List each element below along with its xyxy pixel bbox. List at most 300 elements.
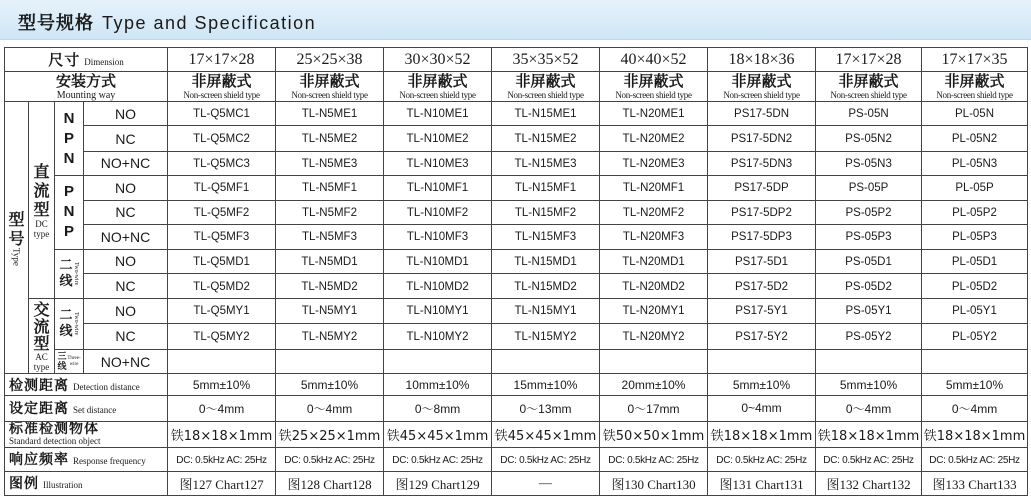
spec-value-cell [276,447,384,471]
model-cell [708,102,816,126]
model-number: TL-Q5MF1 [193,182,250,195]
type-label-en: Type [11,247,22,266]
spec-value-cell [922,396,1028,421]
model-number: TL-N5MD1 [301,255,358,268]
model-number: TL-N10MD2 [406,280,469,293]
model-cell [600,273,708,298]
spec-value-cell [492,396,600,421]
mounting-value-zh: 非屏蔽式 [731,72,792,91]
dc-type-header [29,102,55,299]
model-number: TL-N10MY2 [406,330,469,343]
spec-label-zh: 设定距离 [9,401,69,418]
model-cell [600,151,708,175]
spec-label-zh: 标准检测物体 [9,421,99,438]
model-cell [816,249,922,273]
model-number: PS17-5DN [734,108,789,121]
spec-value-cell [168,396,276,421]
model-number: TL-N5MF2 [302,206,357,219]
model-cell [384,273,492,298]
spec-value-cell [922,471,1028,495]
dimension-label-en: Dimension [84,57,124,68]
spec-value: DC: 0.5kHz AC: 25Hz [608,454,699,466]
pnp-label: PNP [63,183,75,241]
model-number: TL-N10MY1 [406,305,469,318]
type-header [5,102,29,374]
spec-label-en: Standard detection object [9,436,101,447]
spec-value-cell [922,421,1028,447]
dimension-label-zh: 尺寸 [48,51,81,70]
model-number: PL-05Y2 [952,330,997,343]
dimension-cell [384,48,492,72]
model-cell [708,323,816,349]
ac-three-wire-zh: 三线 [57,351,67,372]
dimension-cell [816,48,922,72]
model-number: TL-N20MY1 [622,305,685,318]
model-cell [922,349,1028,374]
spec-value-cell [600,374,708,396]
spec-value-cell [492,447,600,471]
mounting-value-zh: 非屏蔽式 [838,72,899,91]
mounting-cell [708,72,816,102]
model-number: PS-05D1 [845,255,892,268]
model-number: TL-N20MD2 [622,280,685,293]
model-cell [168,102,276,126]
ac-three-wire-header [55,349,84,374]
model-number: TL-N15MD1 [514,255,577,268]
model-number: PL-05N3 [951,157,998,170]
output-type: NO [115,105,136,122]
model-number: TL-N5MY1 [301,305,358,318]
spec-value: 铁18×18×1mm [923,428,1026,444]
model-cell [922,102,1028,126]
output-type-cell [84,151,168,175]
model-number: TL-N10MD1 [406,255,469,268]
spec-value: 0~4mm [741,401,782,416]
model-cell [600,323,708,349]
spec-value: DC: 0.5kHz AC: 25Hz [500,454,591,466]
spec-value: 10mm±10% [405,377,470,392]
dimension-value: 18×18×36 [728,50,795,68]
spec-value-cell [708,396,816,421]
dimension-value: 40×40×52 [620,50,687,68]
model-number: TL-N10MF2 [406,206,469,219]
model-number: PS17-5DP3 [731,231,792,244]
model-cell [708,126,816,151]
mounting-value-en: Non-screen shield type [183,90,260,101]
spec-label-zh: 响应频率 [9,452,69,469]
model-cell [276,323,384,349]
model-number: PS17-5Y1 [735,305,788,318]
spec-value-cell [922,374,1028,396]
spec-value: 0～4mm [845,401,892,416]
dimension-value: 35×35×52 [512,50,579,68]
spec-value-cell [600,396,708,421]
model-cell [168,249,276,273]
output-type-cell [84,102,168,126]
model-cell [816,175,922,200]
spec-value: 0～4mm [306,401,353,416]
spec-value: 铁45×45×1mm [494,428,597,444]
model-number: TL-N20MF3 [622,231,685,244]
model-number: PS17-5DN2 [730,133,793,146]
dc-label-en: DC type [33,218,50,239]
model-cell [816,224,922,249]
model-cell [492,126,600,151]
model-cell [384,126,492,151]
model-number: TL-Q5MD1 [193,255,250,268]
mounting-value-en: Non-screen shield type [291,90,368,101]
output-type-cell [84,200,168,224]
npn-label: NPN [63,109,75,167]
model-cell [922,175,1028,200]
spec-value: 图132 Chart132 [826,476,911,492]
mounting-cell [168,72,276,102]
npn-header [55,102,84,175]
dimension-value: 30×30×52 [404,50,471,68]
model-number: PS-05P [848,182,889,195]
model-number: PS17-5DN3 [730,157,793,170]
model-cell [276,151,384,175]
model-cell [922,299,1028,324]
spec-value-cell [708,471,816,495]
model-cell [168,273,276,298]
output-type-cell [84,126,168,151]
model-number: PS17-5D1 [734,255,789,268]
dimension-value: 25×25×38 [296,50,363,68]
dimension-value: 17×17×28 [188,50,255,68]
model-cell [600,126,708,151]
title-en: Type and Specification [102,13,317,33]
output-type-cell [84,349,168,374]
model-cell [816,151,922,175]
spec-value-cell [384,447,492,471]
model-cell [276,200,384,224]
output-type-cell [84,323,168,349]
model-cell [384,323,492,349]
model-cell [922,151,1028,175]
spec-value: 5mm±10% [732,377,791,392]
mounting-header [5,72,168,102]
dc-two-wire-zh: 二线 [59,258,73,289]
spec-label-en: Illustration [43,480,83,491]
model-number: TL-N20MF2 [622,206,685,219]
spec-value-cell [384,396,492,421]
spec-label-zh: 检测距离 [9,377,69,394]
model-cell [600,102,708,126]
ac-type-header [29,299,55,374]
page-title [18,9,316,35]
mounting-value-zh: 非屏蔽式 [515,72,576,91]
model-number: TL-N5MF1 [302,182,357,195]
model-cell [492,349,600,374]
ac-label-zh: 交流型 [33,299,50,353]
spec-value: — [539,475,553,491]
model-cell [708,273,816,298]
model-number: TL-N15MY2 [514,330,577,343]
dimension-cell [600,48,708,72]
model-cell [276,224,384,249]
model-cell [276,299,384,324]
model-number: TL-Q5MD2 [193,280,250,293]
spec-value: DC: 0.5kHz AC: 25Hz [176,454,267,466]
model-cell [600,224,708,249]
mounting-value-zh: 非屏蔽式 [299,72,360,91]
spec-value-cell [276,471,384,495]
spec-value-cell [816,396,922,421]
ac-two-wire-header [55,299,84,350]
model-number: TL-N20MY2 [622,330,685,343]
model-cell [492,323,600,349]
mounting-cell [492,72,600,102]
spec-value-cell [276,421,384,447]
model-cell [276,175,384,200]
output-type-cell [84,175,168,200]
spec-value-cell [384,374,492,396]
spec-label-en: Response frequency [73,456,146,467]
model-cell [168,224,276,249]
spec-header [5,421,168,447]
spec-value: 0～8mm [414,401,461,416]
model-number: TL-N10MF1 [406,182,469,195]
model-cell [492,273,600,298]
spec-header [5,396,168,421]
model-number: PS-05N2 [845,133,892,146]
model-cell [168,151,276,175]
spec-value: 0～17mm [627,401,680,416]
dimension-value: 17×17×35 [941,50,1008,68]
spec-value: 图128 Chart128 [287,476,372,492]
dc-two-wire-header [55,249,84,298]
spec-value: DC: 0.5kHz AC: 25Hz [823,454,914,466]
spec-value-cell [492,421,600,447]
output-type-cell [84,224,168,249]
mounting-cell [600,72,708,102]
spec-value-cell [708,421,816,447]
spec-value: 图127 Chart127 [179,476,264,492]
model-number: TL-Q5MF3 [193,231,250,244]
model-number: PL-05P [955,182,994,195]
model-cell [276,273,384,298]
model-cell [492,200,600,224]
model-number: PS17-5D2 [734,280,789,293]
dimension-header [5,48,168,72]
spec-value-cell [600,471,708,495]
spec-value: DC: 0.5kHz AC: 25Hz [392,454,483,466]
mounting-value-zh: 非屏蔽式 [944,72,1005,91]
model-number: PL-05D2 [951,280,998,293]
model-cell [384,299,492,324]
ac-label-en: AC type [33,351,50,372]
spec-value: 铁25×25×1mm [278,428,381,444]
model-cell [276,249,384,273]
output-type: NC [115,328,136,345]
model-cell [816,299,922,324]
model-cell [922,249,1028,273]
output-type: NC [115,278,136,295]
model-cell [168,175,276,200]
model-number: PS-05N3 [845,157,892,170]
model-number: TL-N10ME2 [406,133,469,146]
mounting-value-en: Non-screen shield type [830,90,907,101]
model-number: PL-05N [955,108,995,121]
model-cell [168,126,276,151]
spec-label-zh: 图例 [9,476,39,493]
dc-two-wire-en: Two-wire [73,262,79,286]
model-cell [600,200,708,224]
model-cell [492,151,600,175]
model-cell [708,175,816,200]
spec-value-cell [384,421,492,447]
model-number: PS17-5Y2 [735,330,788,343]
output-type: NO+NC [100,353,151,370]
spec-value-cell [492,471,600,495]
model-cell [816,126,922,151]
output-type-cell [84,299,168,324]
model-number: PL-05P3 [952,231,997,244]
mounting-label-zh: 安装方式 [56,71,117,90]
spec-value: 15mm±10% [513,377,578,392]
pnp-header [55,175,84,249]
spec-value: 铁18×18×1mm [710,428,813,444]
spec-value-cell [168,447,276,471]
mounting-cell [276,72,384,102]
dc-label-zh: 直流型 [33,161,50,219]
model-cell [922,200,1028,224]
model-number: TL-N15ME3 [514,157,577,170]
spec-value: DC: 0.5kHz AC: 25Hz [284,454,375,466]
spec-label-en: Set distance [73,405,117,416]
model-cell [492,249,600,273]
model-number: TL-N20MD1 [622,255,685,268]
model-number: TL-Q5MY2 [193,330,250,343]
spec-value: 0～4mm [198,401,245,416]
spec-value-cell [168,471,276,495]
model-cell [168,349,276,374]
model-number: TL-N10ME3 [406,157,469,170]
model-number: TL-N10ME1 [406,108,469,121]
spec-value: 铁18×18×1mm [817,428,920,444]
model-number: TL-N15ME2 [514,133,577,146]
model-number: TL-N15ME1 [514,108,577,121]
model-cell [600,249,708,273]
model-cell [816,200,922,224]
title-bar [0,0,1031,40]
model-cell [384,224,492,249]
model-cell [276,102,384,126]
model-number: TL-N15MY1 [514,305,577,318]
model-number: PS-05D2 [845,280,892,293]
spec-table [4,47,1028,496]
model-cell [600,175,708,200]
title-zh: 型号规格 [18,13,94,34]
dimension-value: 17×17×28 [835,50,902,68]
spec-value: 5mm±10% [300,377,359,392]
model-cell [708,249,816,273]
dimension-cell [168,48,276,72]
mounting-value-en: Non-screen shield type [723,90,800,101]
spec-value-cell [922,447,1028,471]
spec-value-cell [816,421,922,447]
spec-value: 0～13mm [519,401,572,416]
model-number: TL-N5MY2 [301,330,358,343]
model-number: PL-05N2 [951,133,998,146]
mounting-cell [922,72,1028,102]
output-type: NO+NC [100,155,151,172]
output-type: NO [115,302,136,319]
model-number: TL-N15MD2 [514,280,577,293]
spec-value: 5mm±10% [945,377,1004,392]
model-number: TL-N5ME1 [301,108,358,121]
model-cell [492,102,600,126]
spec-header [5,447,168,471]
model-number: PL-05Y1 [952,305,997,318]
model-cell [384,102,492,126]
spec-value-cell [708,447,816,471]
spec-value-cell [276,396,384,421]
model-cell [708,224,816,249]
spec-value: 图129 Chart129 [395,476,480,492]
model-number: TL-Q5MC3 [193,157,250,170]
spec-value-cell [600,421,708,447]
model-number: TL-N5ME3 [301,157,358,170]
spec-value: DC: 0.5kHz AC: 25Hz [929,454,1020,466]
spec-value: 铁18×18×1mm [170,428,273,444]
model-cell [168,323,276,349]
model-cell [600,349,708,374]
model-number: TL-N15MF3 [514,231,577,244]
model-number: TL-N20MF1 [622,182,685,195]
model-number: TL-N5MD2 [301,280,358,293]
mounting-cell [384,72,492,102]
model-cell [600,299,708,324]
model-cell [708,151,816,175]
spec-header [5,374,168,396]
output-type-cell [84,249,168,273]
model-number: TL-N20ME1 [622,108,685,121]
spec-value: 5mm±10% [192,377,251,392]
ac-three-wire-en: Three-wire [67,355,81,367]
spec-value-cell [816,374,922,396]
model-cell [384,249,492,273]
model-cell [922,323,1028,349]
model-cell [922,273,1028,298]
model-cell [492,175,600,200]
model-cell [276,126,384,151]
model-number: TL-N5MF3 [302,231,357,244]
model-cell [384,175,492,200]
spec-value-cell [816,447,922,471]
spec-value-cell [384,471,492,495]
model-cell [492,224,600,249]
model-number: PS-05N [848,108,889,121]
model-number: TL-N20ME3 [622,157,685,170]
model-number: PS17-5DP2 [731,206,792,219]
model-number: TL-N20ME2 [622,133,685,146]
model-cell [922,126,1028,151]
mounting-value-en: Non-screen shield type [399,90,476,101]
model-number: PS17-5DP [734,182,789,195]
type-label-zh: 型号 [8,209,25,248]
dimension-cell [276,48,384,72]
output-type-cell [84,273,168,298]
model-cell [492,299,600,324]
model-cell [816,349,922,374]
spec-value: 铁45×45×1mm [386,428,489,444]
output-type: NO [115,253,136,270]
model-cell [708,299,816,324]
model-cell [384,200,492,224]
ac-two-wire-zh: 二线 [59,307,73,339]
